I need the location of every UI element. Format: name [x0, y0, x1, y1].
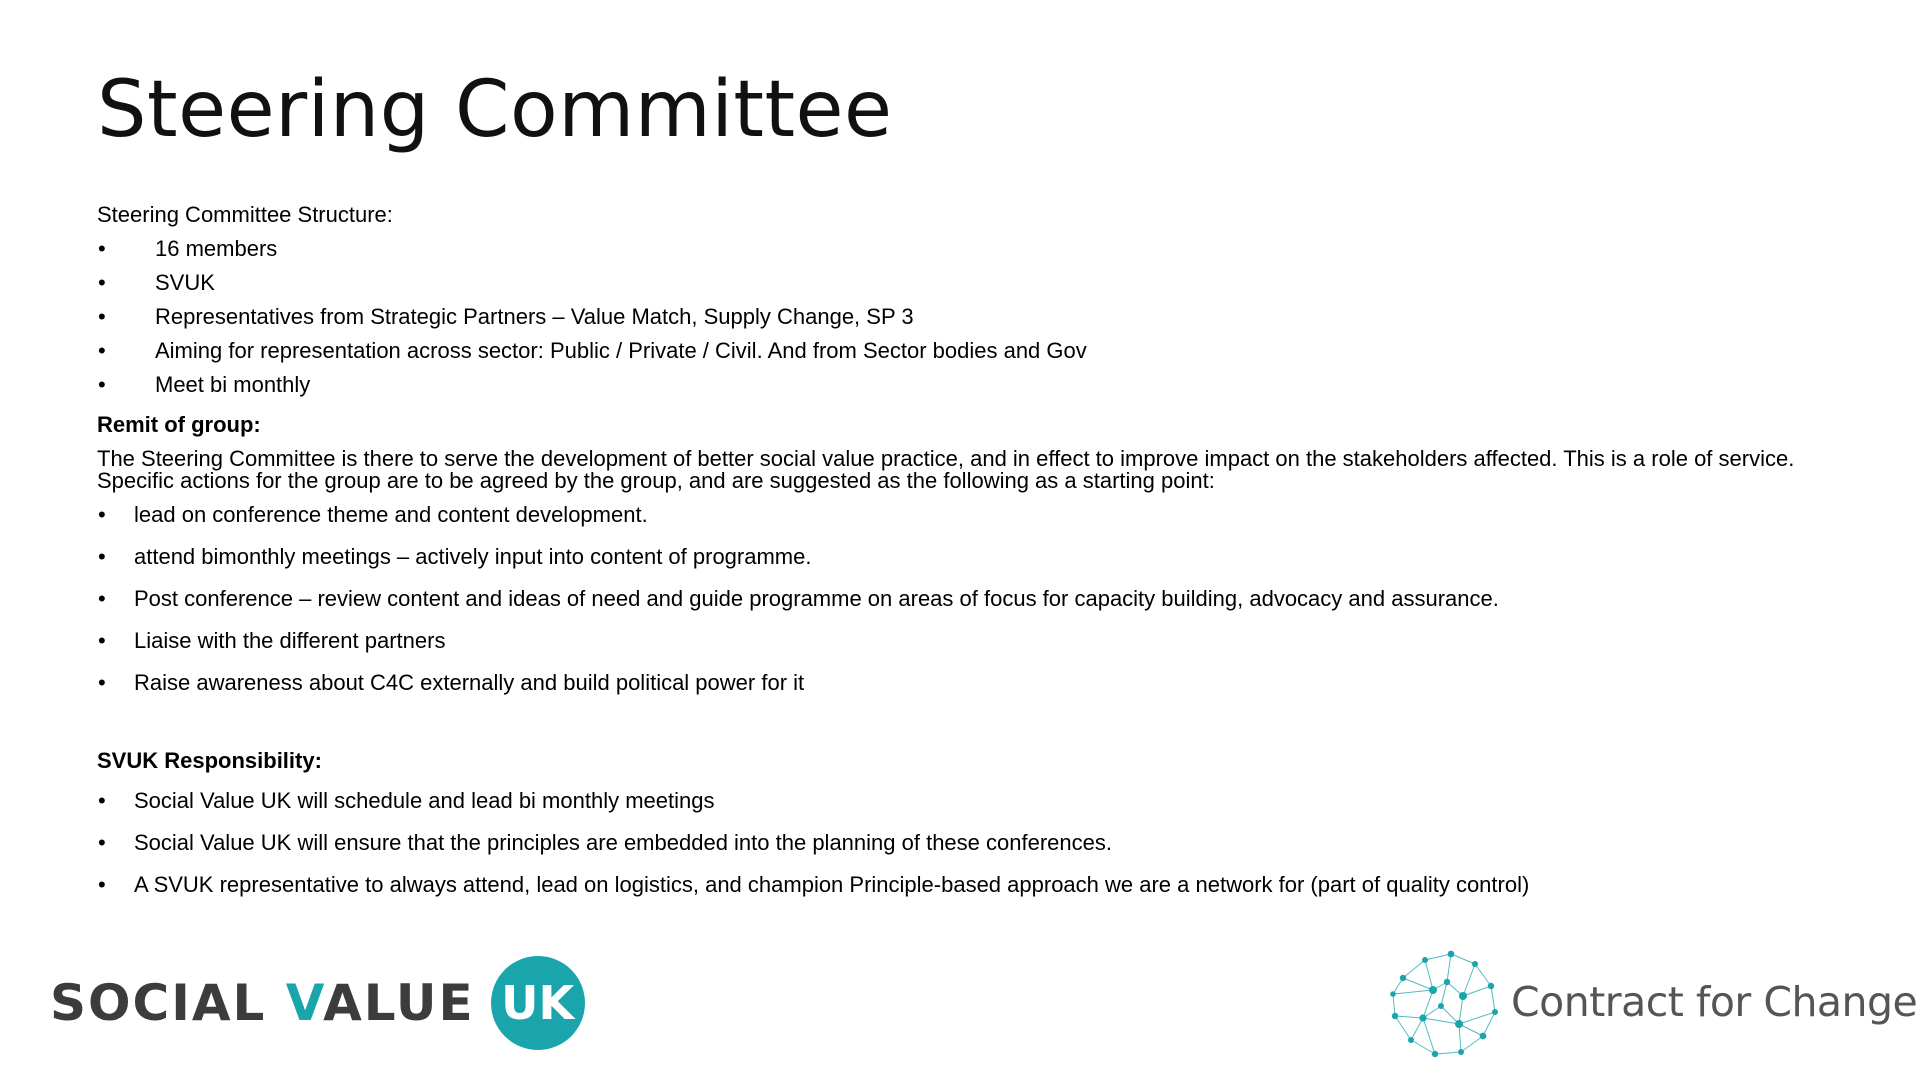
uk-badge: UK [491, 956, 585, 1050]
bullet: • [98, 586, 106, 611]
structure-heading: Steering Committee Structure: [97, 202, 393, 227]
list-item: • lead on conference theme and content development. [97, 498, 1857, 540]
contract-for-change-wordmark: Contract for Change [1511, 978, 1918, 1026]
bullet: • [98, 270, 106, 295]
social-value-uk-logo [50, 955, 585, 1050]
bullet: • [98, 872, 106, 897]
bullet: • [98, 830, 106, 855]
list-item: • SVUK [97, 266, 1857, 300]
list-item: • Social Value UK will ensure that the principles are embedded into the planning of these conferences. [97, 826, 1857, 868]
list-item: • Liaise with the different partners [97, 624, 1857, 666]
bullet: • [98, 670, 106, 695]
bullet: • [98, 544, 106, 569]
bullet: • [98, 502, 106, 527]
remit-paragraph: The Steering Committee is there to serve the development of better social value practice, and in effect to improve impact on the stakeholders affected. This is a role of service. Specific actions for the group are to be agreed by the group, and are suggested as the following as a starting point: [97, 446, 1795, 493]
list-item: • Social Value UK will schedule and lead bi monthly meetings [97, 784, 1857, 826]
remit-heading: Remit of group: [97, 412, 261, 437]
bullet: • [98, 372, 106, 397]
network-globe-icon [1383, 940, 1507, 1064]
spacer [97, 708, 1857, 738]
bullet: • [98, 788, 106, 813]
responsibility-heading: SVUK Responsibility: [97, 748, 322, 773]
bullet: • [98, 628, 106, 653]
slide-title: Steering Committee [97, 65, 893, 155]
structure-list [97, 232, 1857, 402]
list-item: • 16 members [97, 232, 1857, 266]
svuk-wordmark: SOCIAL VALUE [50, 973, 475, 1032]
bullet: • [98, 236, 106, 261]
list-item: • Meet bi monthly [97, 368, 1857, 402]
remit-list [97, 498, 1857, 708]
contract-for-change-logo [1383, 940, 1917, 1064]
bullet: • [98, 338, 106, 363]
bullet: • [98, 304, 106, 329]
list-item: • attend bimonthly meetings – actively input into content of programme. [97, 540, 1857, 582]
list-item: • Aiming for representation across sector: Public / Private / Civil. And from Sector bodies and Gov [97, 334, 1857, 368]
list-item: • Representatives from Strategic Partners – Value Match, Supply Change, SP 3 [97, 300, 1857, 334]
list-item: • Post conference – review content and ideas of need and guide programme on areas of focus for capacity building, advocacy and assurance. [97, 582, 1857, 624]
slide-body [97, 198, 1857, 910]
list-item: • Raise awareness about C4C externally and build political power for it [97, 666, 1857, 708]
list-item: • A SVUK representative to always attend, lead on logistics, and champion Principle-based approach we are a network for (part of quality control) [97, 868, 1857, 910]
responsibility-list [97, 784, 1857, 910]
